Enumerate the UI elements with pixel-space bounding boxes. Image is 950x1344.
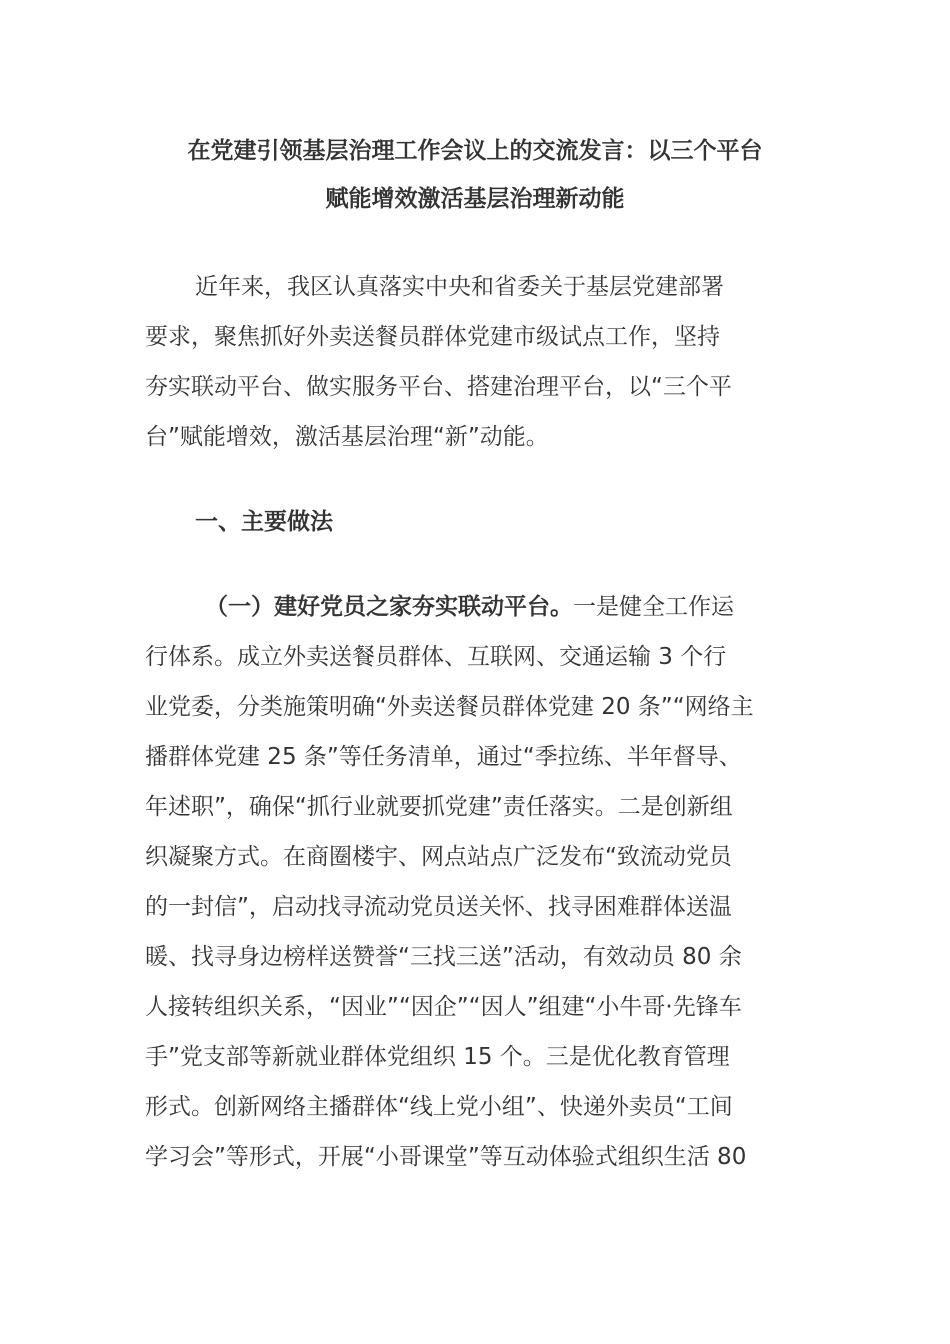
intro-line: 要求，聚焦抓好外卖送餐员群体党建市级试点工作，坚持 <box>145 324 720 350</box>
paragraph-line: 形式。创新网络主播群体“线上党小组”、快递外卖员“工间 <box>145 1094 733 1120</box>
subsection-first-line-text: 一是健全工作运 <box>573 594 734 620</box>
subsection-heading: （一）建好党员之家夯实联动平台。 <box>205 594 573 620</box>
paragraph-line: 织凝聚方式。在商圈楼宇、网点站点广泛发布“致流动党员 <box>145 844 732 870</box>
subsection-paragraph <box>145 582 805 1182</box>
paragraph-line: 人接转组织关系，“因业”“因企”“因人”组建“小牛哥·先锋车 <box>145 994 742 1020</box>
intro-line: 夯实联动平台、做实服务平台、搭建治理平台，以“三个平 <box>145 374 732 400</box>
paragraph-line: 业党委，分类施策明确“外卖送餐员群体党建 20 条”“网络主 <box>145 694 754 720</box>
paragraph-line: 年述职”，确保“抓行业就要抓党建”责任落实。二是创新组 <box>145 794 733 820</box>
intro-line: 台”赋能增效，激活基层治理“新”动能。 <box>145 424 549 450</box>
paragraph-line: 播群体党建 25 条”等任务清单，通过“季拉练、半年督导、 <box>145 744 742 770</box>
subsection-first-line <box>145 582 805 632</box>
document-title-line-2: 赋能增效激活基层治理新动能 <box>325 186 625 212</box>
intro-line: 近年来，我区认真落实中央和省委关于基层党建部署 <box>195 274 724 300</box>
paragraph-line: 手”党支部等新就业群体党组织 15 个。三是优化教育管理 <box>145 1044 730 1070</box>
paragraph-line: 学习会”等形式，开展“小哥课堂”等互动体验式组织生活 80 <box>145 1144 747 1170</box>
paragraph-line: 暖、找寻身边榜样送赞誉“三找三送”活动，有效动员 80 余 <box>145 944 742 970</box>
paragraph-line: 行体系。成立外卖送餐员群体、互联网、交通运输 3 个行 <box>145 644 727 670</box>
intro-paragraph <box>145 262 805 462</box>
section-heading: 一、主要做法 <box>195 509 333 535</box>
paragraph-line: 的一封信”，启动找寻流动党员送关怀、找寻困难群体送温 <box>145 894 732 920</box>
document-title-line-1: 在党建引领基层治理工作会议上的交流发言：以三个平台 <box>187 138 763 164</box>
